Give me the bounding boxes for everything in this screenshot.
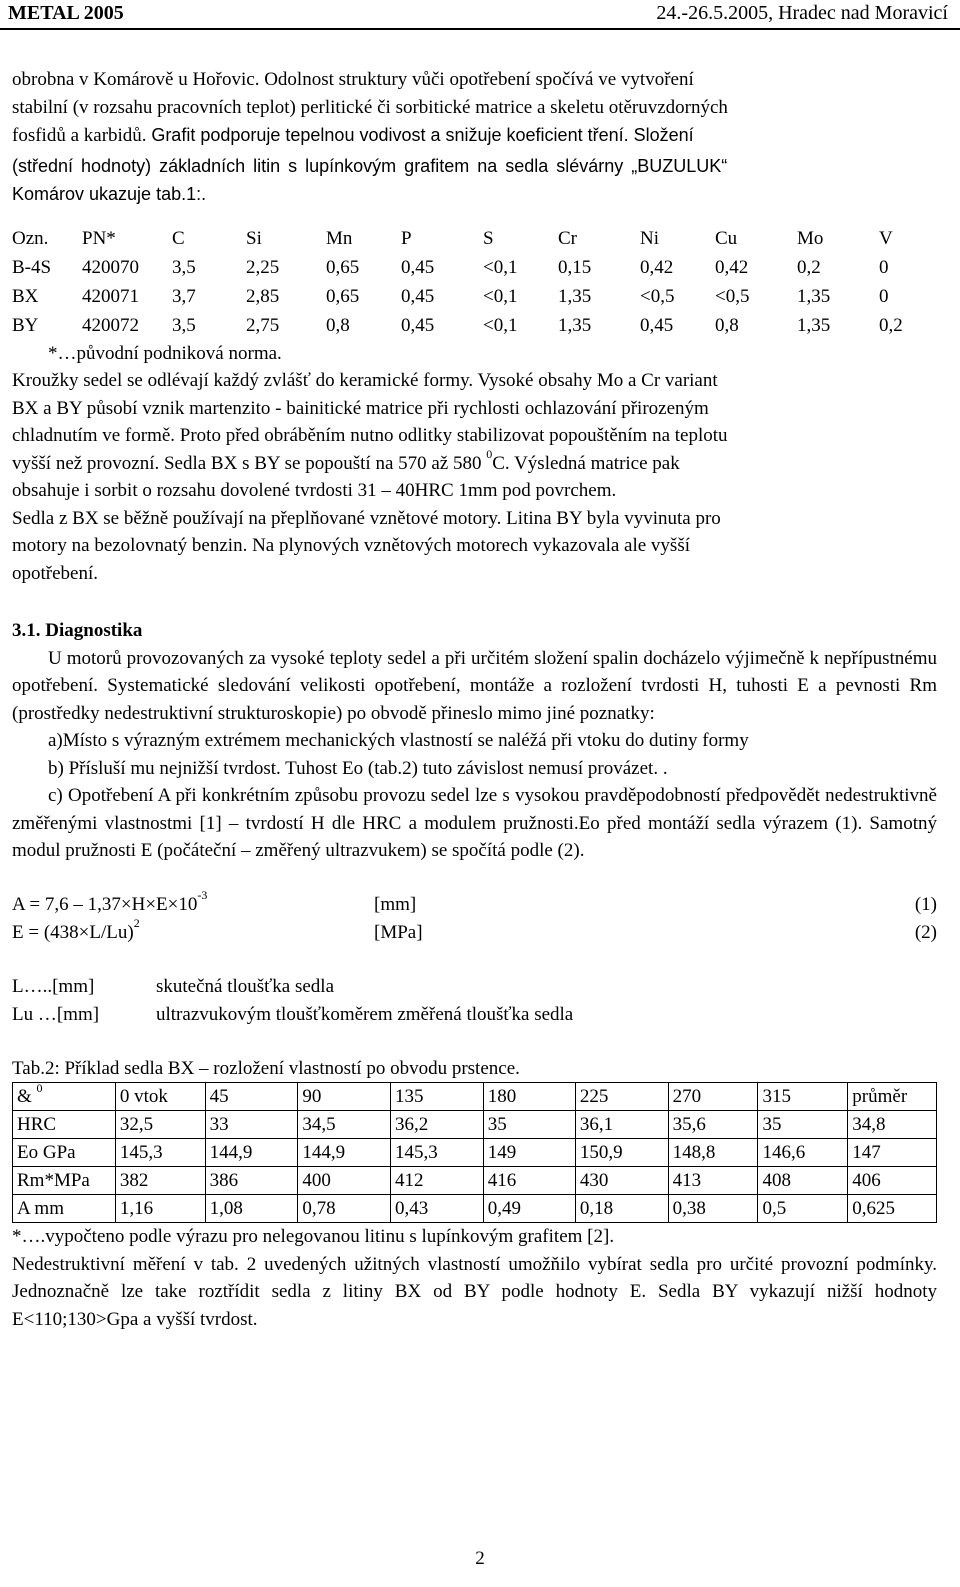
composition-row [12,311,934,340]
section-heading: 3.1. Diagnostika [12,620,143,641]
composition-cell: 420072 [82,314,139,336]
legend-desc: ultrazvukovým tloušťkoměrem změřená tloušťka sedla [156,1003,574,1025]
composition-cell: 0,45 [401,285,435,307]
properties-header-cell: průměr [848,1083,937,1111]
properties-cell: 146,6 [758,1139,848,1167]
properties-cell: 430 [575,1167,668,1195]
properties-cell: 144,9 [298,1139,391,1167]
properties-cell: 0,78 [298,1195,391,1223]
composition-header-cell: Ni [640,227,659,249]
composition-cell: B-4S [12,256,52,278]
properties-row [13,1167,937,1195]
properties-cell: 412 [391,1167,484,1195]
legend-desc: skutečná tloušťka sedla [156,975,335,997]
composition-header-cell: Ozn. [12,227,49,249]
properties-header-cell: 45 [205,1083,298,1111]
properties-cell: HRC [13,1111,116,1139]
composition-cell: 2,85 [246,285,280,307]
properties-cell: Rm*MPa [13,1167,116,1195]
equation-exponent: 2 [133,916,140,931]
composition-cell: 0,42 [715,256,749,278]
composition-cell: 2,25 [246,256,280,278]
composition-cell: <0,5 [715,285,750,307]
legend-row [12,973,937,1001]
composition-row [12,282,934,311]
properties-cell: 33 [205,1111,298,1139]
intro-line [12,121,937,152]
composition-cell: 0,45 [640,314,674,336]
equation-number: (2) [914,921,937,943]
composition-cell: 0,65 [326,285,360,307]
composition-cell: 0,65 [326,256,360,278]
legend-key: L…..[mm] [12,975,95,997]
properties-cell: 34,8 [848,1111,937,1139]
properties-cell: 0,49 [483,1195,575,1223]
composition-cell: 0,45 [401,314,435,336]
properties-header-row [13,1083,937,1111]
casting-line [12,447,937,478]
intro-line: stabilní (v rozsahu pracovních teplot) perlitické či sorbitické matrice a skeletu otěruvzdorných [12,96,728,118]
properties-row [13,1139,937,1167]
properties-row [13,1111,937,1139]
casting-line: chladnutím ve formě. Proto před obráběním nutno odlitky stabilizovat popouštěním na teplotu [12,425,728,446]
properties-header-label [13,1080,116,1111]
properties-cell: 145,3 [391,1139,484,1167]
composition-cell: 3,5 [172,314,196,336]
casting-line-text: C. Výsledná matrice pak [492,452,680,474]
equation-unit: [mm] [374,893,417,915]
page-number: 2 [475,1548,485,1569]
intro-line-sans: Grafit podporuje tepelnou vodivost a snižuje koeficient tření. Složení [151,125,694,145]
degree-superscript: 0 [486,447,493,462]
properties-cell: 36,1 [575,1111,668,1139]
equation-1 [12,888,937,919]
properties-header-cell: 0 vtok [115,1083,205,1111]
equation-expression [12,916,374,947]
properties-header-cell: 225 [575,1083,668,1111]
composition-cell: <0,1 [483,285,518,307]
properties-cell: 34,5 [298,1111,391,1139]
equation-text: A = 7,6 – 1,37×H×E×10 [12,893,198,915]
table1-note: *…původní podniková norma. [48,342,282,364]
composition-cell: 0 [879,256,889,278]
properties-cell: 145,3 [115,1139,205,1167]
intro-line: obrobna v Komárově u Hořovic. Odolnost struktury vůči opotřebení spočívá ve vytvoření [12,69,694,90]
properties-cell: 147 [848,1139,937,1167]
properties-row [13,1195,937,1223]
properties-cell: 149 [483,1139,575,1167]
intro-line: Komárov ukazuje tab.1:. [12,184,207,204]
composition-header-cell: Cu [715,227,738,249]
page-body [12,66,937,1333]
equation-exponent: -3 [197,888,208,903]
properties-cell: 413 [668,1167,758,1195]
properties-cell: 150,9 [575,1139,668,1167]
composition-header-cell: P [401,227,412,249]
composition-header-cell: Mo [797,227,824,249]
properties-cell: 1,08 [205,1195,298,1223]
properties-cell: 1,16 [115,1195,205,1223]
composition-header-cell: PN* [82,227,116,249]
composition-cell: 0,8 [715,314,739,336]
conference-date-place: 24.-26.5.2005, Hradec nad Moravicí [656,2,948,24]
properties-header-cell: 90 [298,1083,391,1111]
composition-cell: 1,35 [797,314,831,336]
composition-cell: BX [12,285,39,307]
properties-cell: 144,9 [205,1139,298,1167]
properties-header-cell: 315 [758,1083,848,1111]
equation-text: E = (438×L/Lu) [12,921,134,943]
composition-cell: 3,7 [172,285,196,307]
composition-cell: 0,8 [326,314,350,336]
equation-expression [12,888,374,919]
composition-cell: 0,45 [401,256,435,278]
conference-title: METAL 2005 [8,2,124,24]
equation-unit: [MPa] [374,921,423,943]
equation-2 [12,916,937,947]
composition-cell: 1,35 [558,285,592,307]
properties-cell: 35,6 [668,1111,758,1139]
composition-cell: 1,35 [558,314,592,336]
casting-line: Kroužky sedel se odlévají každý zvlášť do keramické formy. Vysoké obsahy Mo a Cr variant [12,370,718,391]
composition-cell: 0 [879,285,889,307]
properties-header-cell: 180 [483,1083,575,1111]
properties-cell: 400 [298,1167,391,1195]
properties-cell: 35 [483,1111,575,1139]
composition-header-cell: V [879,227,893,249]
composition-cell: 420070 [82,256,139,278]
composition-table [12,224,934,340]
properties-cell: 32,5 [115,1111,205,1139]
intro-line: (střední hodnoty) základních litin s lupínkovým grafitem na sedla slévárny „BUZULUK“ [12,155,728,176]
composition-header-cell: Mn [326,227,353,249]
properties-cell: 0,625 [848,1195,937,1223]
final-paragraph: Nedestruktivní měření v tab. 2 uvedených užitných vlastností umožňilo vybírat sedla pro určité provozní podmínky. Jednoznačně lze take roztřídit sedla z litiny BX od BY podle hodnoty E. Sedla BY vykazují nižší hodnoty E<110;130>Gpa a vyšší tvrdost. [12,1253,937,1330]
diagnostics-paragraph: U motorů provozovaných za vysoké teploty sedel a při určitém složení spalin docházelo výjimečně k nepřípustnému opotřebení. Systematické sledování velikosti opotřebení, montáže a rozložení tvrdosti H, tuhosti E a pevnosti Rm (prostředky nedestruktivní strukturoskopie) po obvodě přineslo mimo jiné poznatky: [12,647,937,724]
properties-cell: 386 [205,1167,298,1195]
legend-row [12,1001,937,1029]
casting-line: motory na bezolovnatý benzin. Na plynových vznětových motorech vykazovala ale vyšší [12,535,690,556]
properties-cell: 382 [115,1167,205,1195]
finding-c: c) Opotřebení A při konkrétním způsobu provozu sedel lze s vysokou pravděpodobností předpovědět nedestruktivně změřenými vlastnostmi [1] – tvrdostí H dle HRC a modulem pružnosti.Eo před montáží sedla výrazem (1). Samotný modul pružnosti E (počáteční – změřený ultrazvukem) se spočítá podle (2). [12,785,937,861]
casting-line: obsahuje i sorbit o rozsahu dovolené tvrdosti 31 – 40HRC 1mm pod povrchem. [12,480,617,501]
composition-header-cell: Si [246,227,262,249]
properties-cell: 0,38 [668,1195,758,1223]
intro-paragraph [12,66,937,209]
properties-cell: 148,8 [668,1139,758,1167]
composition-row [12,253,934,282]
table2-caption: Tab.2: Příklad sedla BX – rozložení vlastností po obvodu prstence. [12,1057,520,1079]
composition-cell: 2,75 [246,314,280,336]
properties-cell: 36,2 [391,1111,484,1139]
legend-key: Lu …[mm] [12,1003,100,1025]
properties-cell: 0,5 [758,1195,848,1223]
casting-line-text: vyšší než provozní. Sedla BX s BY se popouští na 570 až 580 [12,452,487,474]
finding-a: a)Místo s výrazným extrémem mechanických vlastností se naléžá při vtoku do dutiny formy [48,730,749,751]
composition-header-cell: C [172,227,185,249]
composition-cell: 420071 [82,285,139,307]
casting-line: Sedla z BX se běžně používají na přeplňované vznětové motory. Litina BY byla vyvinuta pro [12,507,721,529]
properties-cell: 35 [758,1111,848,1139]
properties-cell: Eo GPa [13,1139,116,1167]
properties-cell: 0,43 [391,1195,484,1223]
finding-b: b) Přísluší mu nejnižší tvrdost. Tuhost Eo (tab.2) tuto závislost nemusí provázet. . [48,757,668,779]
properties-cell: A mm [13,1195,116,1223]
composition-header-row [12,224,934,253]
composition-cell: 3,5 [172,256,196,278]
properties-header-cell: 135 [391,1083,484,1111]
composition-cell: 0,15 [558,256,592,278]
intro-line-serif: fosfidů a karbidů. [12,125,152,146]
composition-cell: <0,5 [640,285,675,307]
composition-header-cell: S [483,227,494,249]
equation-number: (1) [914,893,937,915]
composition-cell: <0,1 [483,256,518,278]
table2-note: *….vypočteno podle výrazu pro nelegovanou litinu s lupínkovým grafitem [2]. [12,1226,615,1247]
properties-cell: 0,18 [575,1195,668,1223]
composition-cell: 0,2 [879,314,903,336]
properties-cell: 408 [758,1167,848,1195]
composition-cell: 0,2 [797,256,821,278]
composition-cell: 1,35 [797,285,831,307]
casting-line: BX a BY působí vznik martenzito - bainitické matrice při rychlosti ochlazování přirozeným [12,397,709,419]
properties-cell: 416 [483,1167,575,1195]
casting-line: opotřebení. [12,562,99,584]
properties-cell: 406 [848,1167,937,1195]
angle-symbol: & [17,1086,37,1107]
casting-paragraph [12,367,937,587]
properties-table [12,1082,937,1223]
composition-cell: BY [12,314,39,336]
degree-superscript: 0 [36,1080,43,1095]
composition-cell: <0,1 [483,314,518,336]
properties-header-cell: 270 [668,1083,758,1111]
composition-cell: 0,42 [640,256,674,278]
composition-header-cell: Cr [558,227,577,249]
page-header [0,0,960,30]
